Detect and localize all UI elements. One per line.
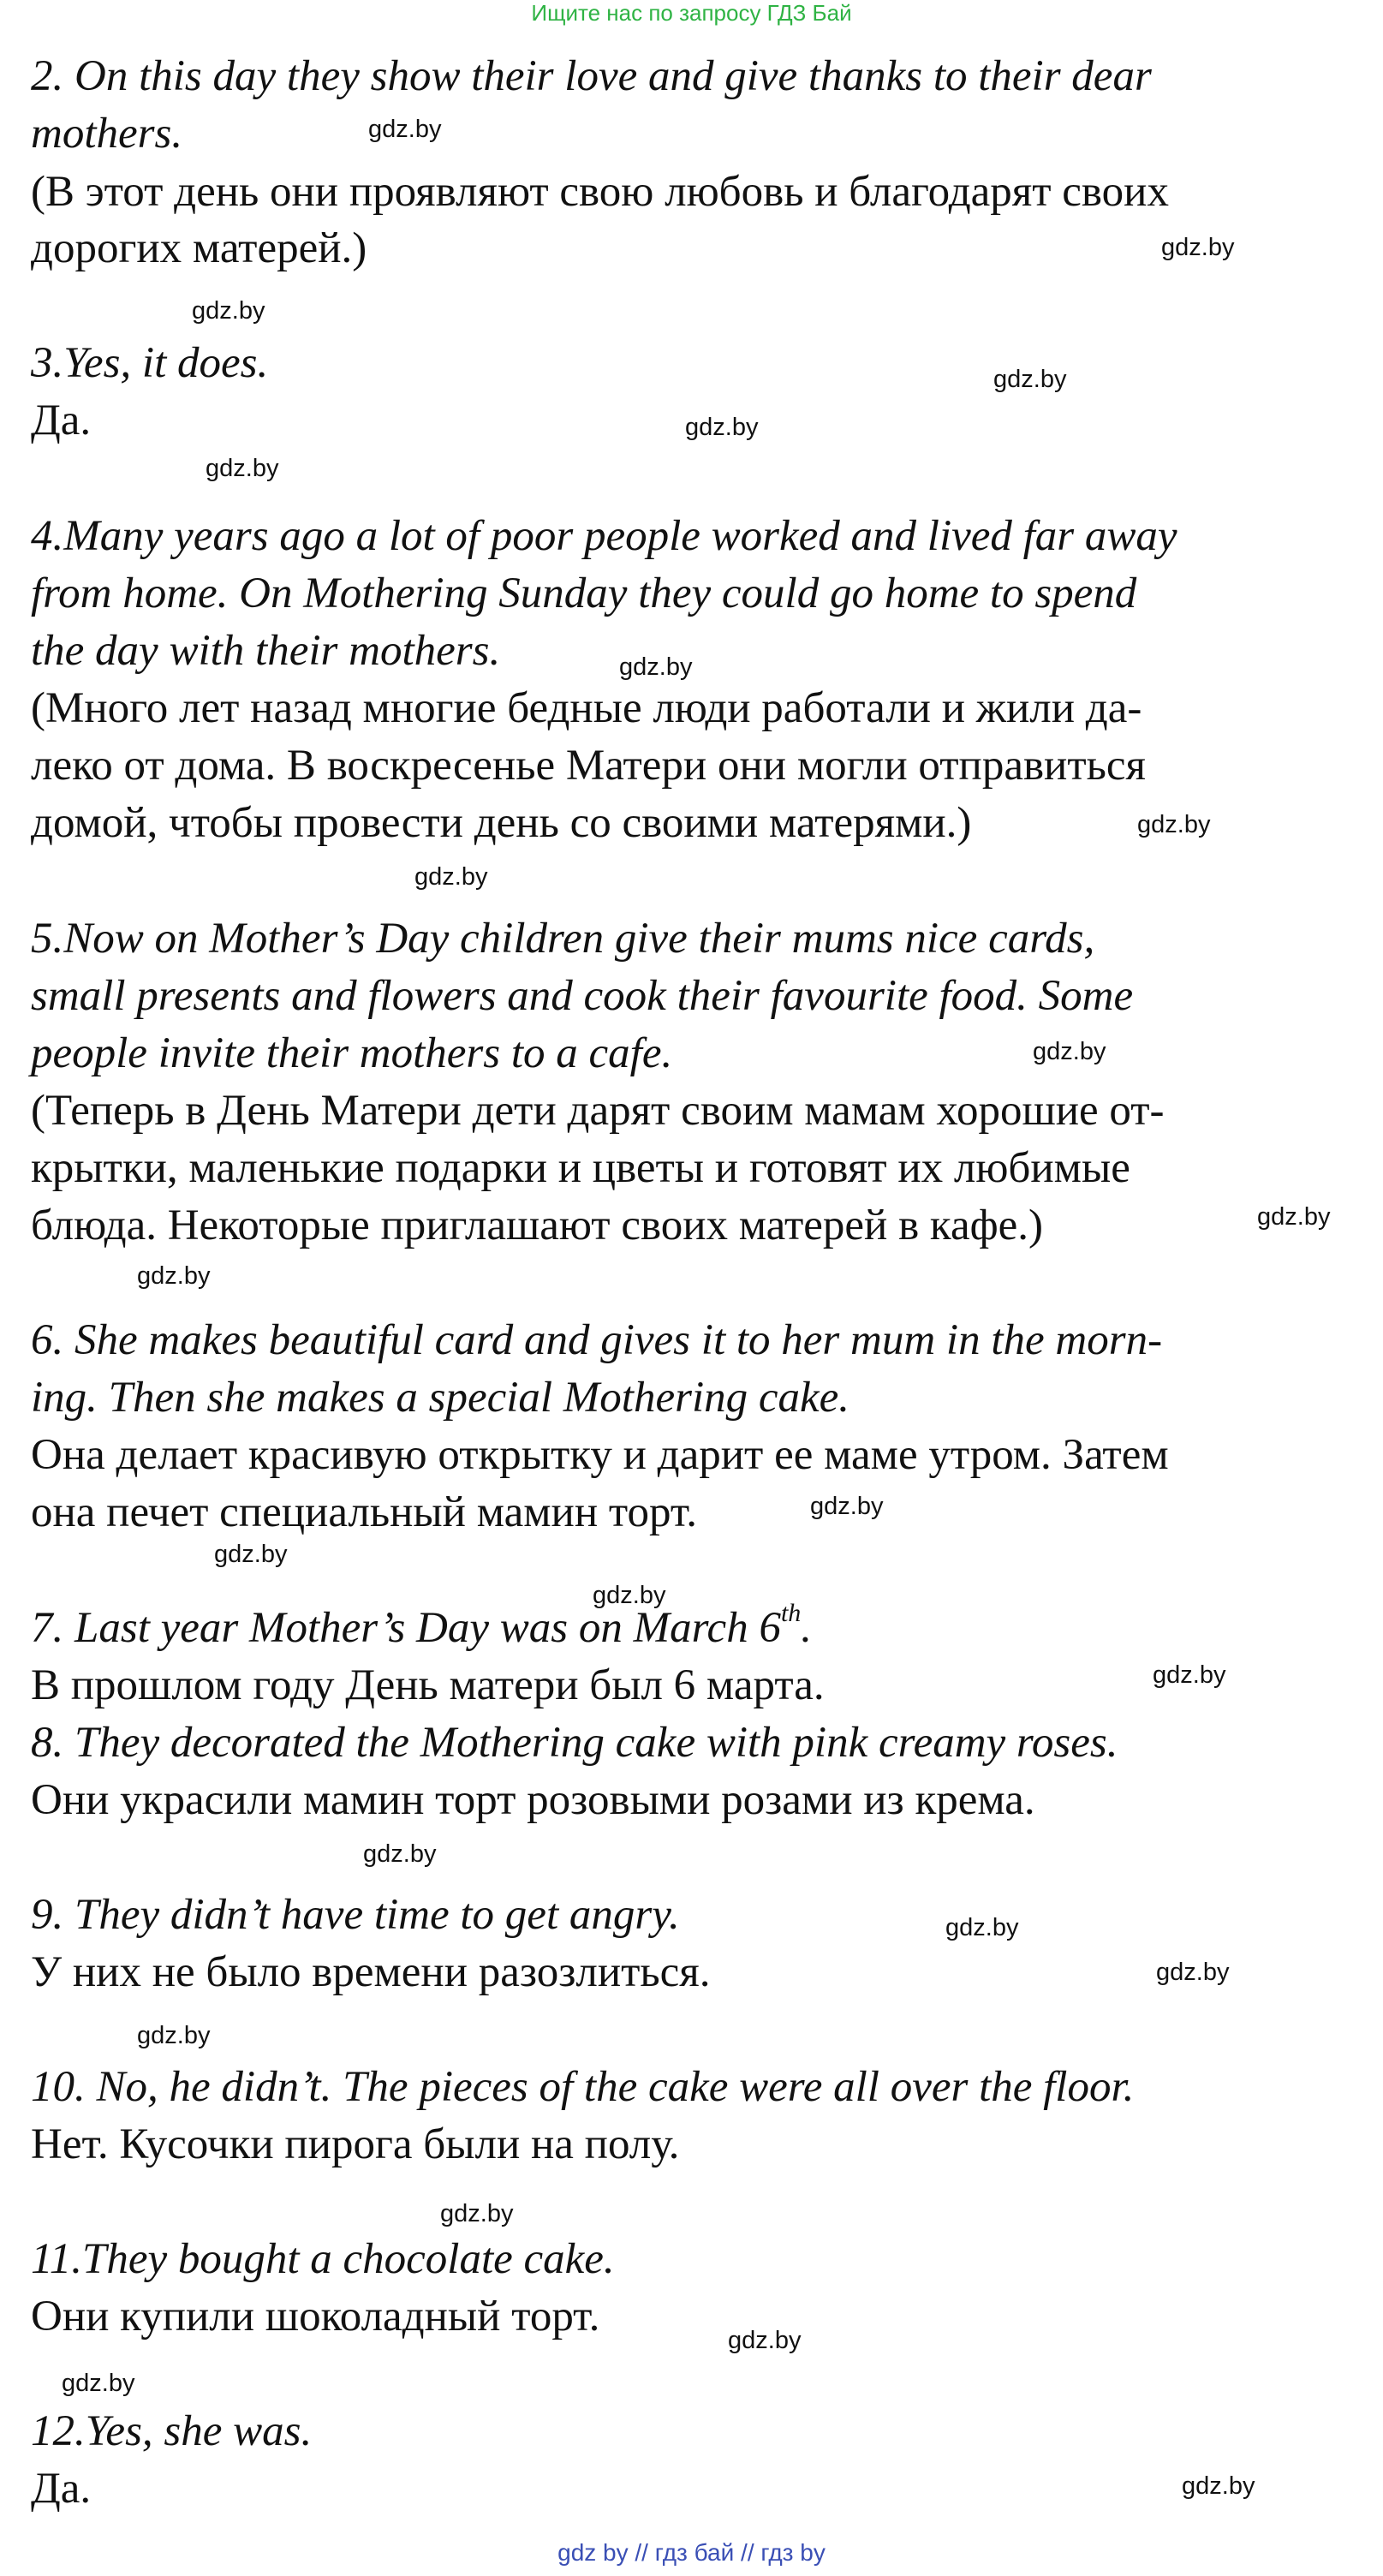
watermark: gdz.by [1257,1203,1331,1231]
watermark: gdz.by [414,863,488,891]
answer-2-ru-line-2: дорогих матерей.) [31,224,367,272]
answer-11-ru: Они купили шоколадный торт. [31,2293,600,2340]
answer-9-ru: У них не было времени разозлиться. [31,1948,711,1996]
answer-7-superscript: th [780,1599,802,1627]
answer-9-en: 9. They didn’t have time to get angry. [31,1891,680,1939]
watermark: gdz.by [993,366,1067,393]
answer-4-ru-line-1: (Много лет назад многие бедные люди работали и жили да- [31,684,1142,732]
watermark: gdz.by [363,1840,437,1868]
answer-3-ru: Да. [31,397,92,444]
answer-6-en-line-1: 6. She makes beautiful card and gives it to her mum in the morn- [31,1316,1163,1364]
answer-5-en-line-3: people invite their mothers to a cafe. [31,1029,673,1077]
answer-6-ru-line-1: Она делает красивую открытку и дарит ее маме утром. Затем [31,1431,1169,1479]
watermark: gdz.by [206,455,279,482]
watermark: gdz.by [1161,234,1235,261]
answer-3-en: 3.Yes, it does. [31,339,269,387]
footer-links[interactable]: gdz by // гдз бай // гдз by [557,2539,826,2566]
answer-4-en-line-3: the day with their mothers. [31,627,501,675]
answer-5-ru-line-3: блюда. Некоторые приглашают своих матерей в кафе.) [31,1202,1043,1249]
watermark: gdz.by [1182,2472,1255,2500]
answer-5-ru-line-1: (Теперь в День Матери дети дарят своим мамам хорошие от- [31,1087,1165,1135]
watermark: gdz.by [810,1493,884,1520]
watermark: gdz.by [214,1541,288,1568]
answer-2-en-line-1: 2. On this day they show their love and give thanks to their dear [31,52,1152,100]
answer-12-en: 12.Yes, she was. [31,2407,313,2455]
watermark: gdz.by [1156,1959,1230,1986]
answer-7-en-text: 7. Last year Mother’s Day was on March 6 [31,1604,781,1652]
answer-6-ru-line-2: она печет специальный мамин торт. [31,1488,698,1536]
answer-5-ru-line-2: крытки, маленькие подарки и цветы и готовят их любимые [31,1144,1130,1192]
watermark: gdz.by [137,1262,211,1290]
watermark: gdz.by [685,414,759,441]
answer-8-en: 8. They decorated the Mothering cake with pink creamy roses. [31,1719,1118,1767]
watermark: gdz.by [137,2022,211,2049]
answer-4-en-line-1: 4.Many years ago a lot of poor people worked and lived far away [31,512,1177,560]
answer-4-ru-line-3: домой, чтобы провести день со своими матерями.) [31,799,972,847]
watermark: gdz.by [62,2370,135,2397]
answer-8-ru: Они украсили мамин торт розовыми розами из крема. [31,1776,1035,1824]
answer-7-en [31,1600,812,1656]
answer-10-ru: Нет. Кусочки пирога были на полу. [31,2120,680,2168]
answer-4-ru-line-2: леко от дома. В воскресенье Матери они могли отправиться [31,742,1146,790]
watermark: gdz.by [440,2200,514,2227]
answer-10-en: 10. No, he didn’t. The pieces of the cake were all over the floor. [31,2063,1135,2111]
watermark: gdz.by [192,297,265,325]
answer-7-period: . [801,1604,813,1652]
answer-2-en-line-2: mothers. [31,110,183,158]
watermark: gdz.by [1033,1038,1106,1065]
watermark: gdz.by [1153,1661,1226,1689]
answer-11-en: 11.They bought a chocolate cake. [31,2235,615,2283]
watermark: gdz.by [945,1914,1019,1941]
watermark: gdz.by [368,116,442,143]
answer-6-en-line-2: ing. Then she makes a special Mothering cake. [31,1374,850,1422]
watermark: gdz.by [1137,811,1211,838]
answer-12-ru: Да. [31,2465,92,2513]
answer-5-en-line-2: small presents and flowers and cook their favourite food. Some [31,972,1134,1020]
watermark: gdz.by [593,1582,666,1609]
top-banner[interactable]: Ищите нас по запросу ГДЗ Бай [531,0,852,26]
answer-5-en-line-1: 5.Now on Mother’s Day children give their mums nice cards, [31,915,1095,963]
watermark: gdz.by [728,2327,802,2354]
answer-2-ru-line-1: (В этот день они проявляют свою любовь и благодарят своих [31,168,1169,216]
answer-7-ru: В прошлом году День матери был 6 марта. [31,1661,825,1709]
answer-4-en-line-2: from home. On Mothering Sunday they could go home to spend [31,569,1137,617]
watermark: gdz.by [619,653,693,681]
